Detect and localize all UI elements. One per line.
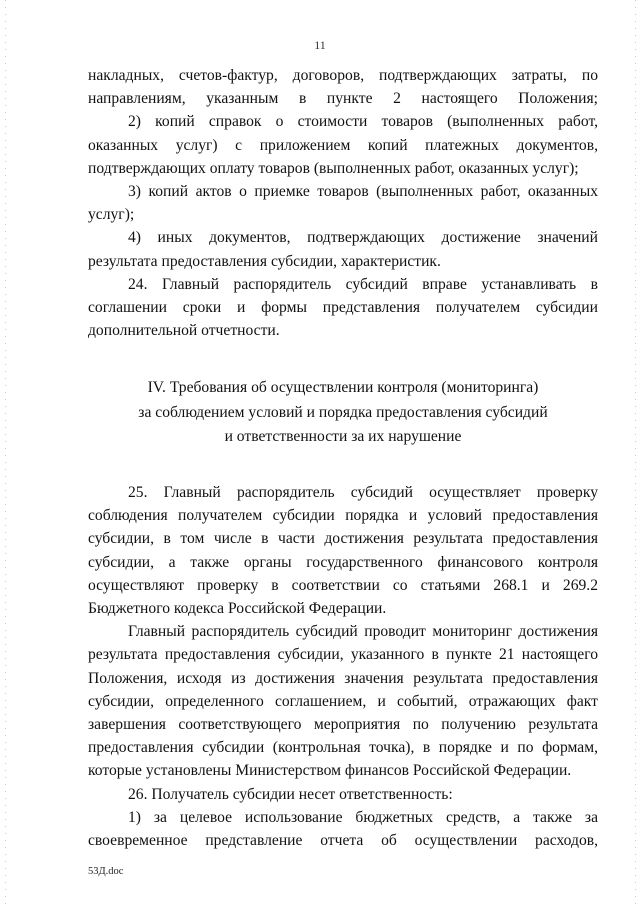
paragraph-item-2: 2) копий справок о стоимости товаров (выполненных работ, оказанных услуг) с приложением копий платежных документов, подтверждающих оплату товаров (выполненных работ, оказанных услуг); bbox=[88, 113, 598, 177]
paragraph-clause-26: 26. Получатель субсидии несет ответственность: bbox=[128, 785, 453, 803]
section-heading bbox=[88, 376, 598, 449]
paragraph-continuation: накладных, счетов-фактур, договоров, подтверждающих затраты, по направлениям, указанным в пункте 2 настоящего Положения; bbox=[88, 67, 598, 108]
document-body bbox=[88, 64, 598, 852]
paragraph-monitoring: Главный распорядитель субсидий проводит мониторинг достижения результата предоставления субсидии, указанного в пункте 21 настоящего Положения, исходя из достижения значения результата предоставления субсидии, определенного соглашением, и событий, отражающих факт завершения соответствующего мероприятия по получению результата предоставления субсидии (контрольная точка), в порядке и по формам, которые установлены Министерством финансов Российской Федерации. bbox=[88, 623, 598, 780]
paragraph-item-3: 3) копий актов о приемке товаров (выполненных работ, оказанных услуг); bbox=[88, 183, 598, 224]
scan-edge-right bbox=[635, 0, 636, 905]
paragraph-clause-25: 25. Главный распорядитель субсидий осуществляет проверку соблюдения получателем субсидии порядка и условий предоставления субсидии, в том числе в части достижения результата предоставления субсидии, а также органы государственного финансового контроля осуществляют проверку в соответствии со статьями 268.1 и 269.2 Бюджетного кодекса Российской Федерации. bbox=[88, 484, 598, 618]
scan-edge-left bbox=[5, 0, 6, 905]
paragraph-item-26-1: 1) за целевое использование бюджетных средств, а также за своевременное представление отчета об осуществлении расходов, bbox=[88, 808, 598, 850]
footer-filename: 53Д.doc bbox=[88, 866, 124, 877]
section-heading-line-3: и ответственности за их нарушение bbox=[224, 427, 462, 445]
section-heading-line-2: за соблюдением условий и порядка предоставления субсидий bbox=[138, 403, 548, 421]
page-number: 11 bbox=[314, 38, 326, 52]
paragraph-item-4: 4) иных документов, подтверждающих достижение значений результата предоставления субсидии, характеристик. bbox=[88, 229, 598, 270]
section-heading-line-1: IV. Требования об осуществлении контроля (мониторинга) bbox=[147, 379, 539, 397]
paragraph-clause-24: 24. Главный распорядитель субсидий вправе устанавливать в соглашении сроки и формы представления получателем субсидии дополнительной отчетности. bbox=[88, 275, 598, 340]
